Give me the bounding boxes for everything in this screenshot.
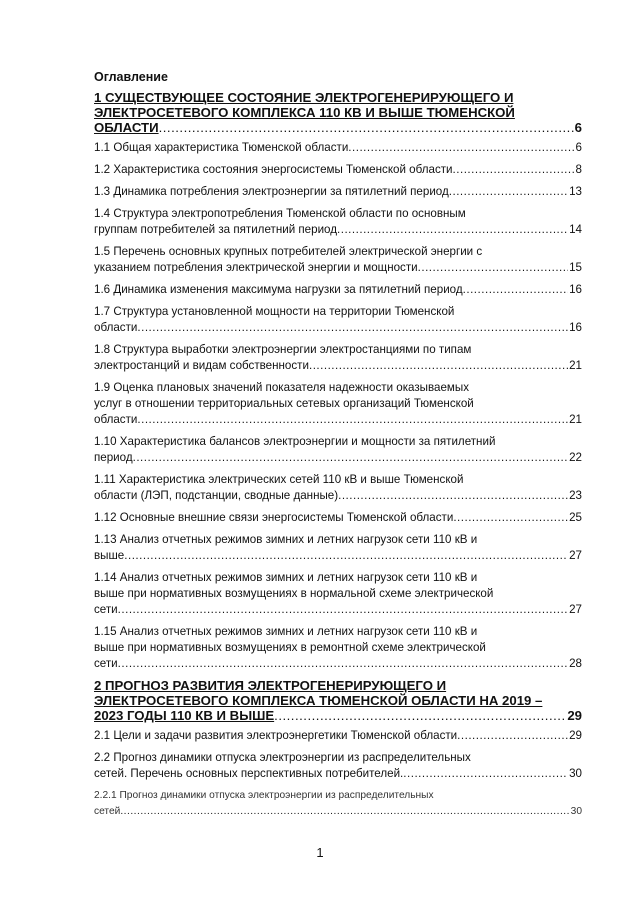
- toc-entry-text: 1.6 Динамика изменения максимума нагрузки за пятилетний период: [94, 283, 463, 296]
- toc-dot-leader: [337, 222, 568, 238]
- toc-entry-text: 1.10 Характеристика балансов электроэнергии и мощности за пятилетний: [94, 435, 496, 448]
- toc-entry-line: [94, 532, 582, 548]
- toc-entry-text: сетей: [94, 806, 121, 817]
- toc-entry-line: [94, 90, 582, 105]
- toc-dot-leader: [159, 120, 574, 135]
- toc-entry-line: [94, 693, 582, 708]
- toc-entry-line: [94, 380, 582, 396]
- toc-entry-text: 1.15 Анализ отчетных режимов зимних и летних нагрузок сети 110 кВ и: [94, 625, 478, 638]
- toc-entry-last-line: [94, 222, 582, 238]
- toc-page-number: 8: [575, 163, 582, 176]
- toc-entry-last-line: [94, 728, 582, 744]
- toc-entry-text: 2.2 Прогноз динамики отпуска электроэнергии из распределительных: [94, 751, 471, 764]
- toc-entry[interactable]: [94, 304, 582, 336]
- toc-entry[interactable]: [94, 728, 582, 744]
- toc-entry-line: [94, 434, 582, 450]
- toc-entry-text: 1.11 Характеристика электрических сетей 110 кВ и выше Тюменской: [94, 473, 464, 486]
- toc-entry-last-line: [94, 766, 582, 782]
- toc-page-number: 15: [569, 261, 582, 274]
- toc-dot-leader: [463, 282, 568, 298]
- toc-entry[interactable]: [94, 162, 582, 178]
- toc-entry[interactable]: [94, 244, 582, 276]
- toc-entry-text: выше при нормативных возмущениях в ремонтной схеме электрической: [94, 641, 486, 654]
- toc-entry[interactable]: [94, 342, 582, 374]
- toc-page-number: 21: [569, 359, 582, 372]
- toc-dot-leader: [403, 766, 568, 782]
- toc-entry-text: сети: [94, 657, 118, 670]
- toc-entry-line: [94, 640, 582, 656]
- toc-entry-text: указанием потребления электрической энергии и мощности: [94, 261, 418, 274]
- toc-page-number: 27: [569, 603, 582, 616]
- toc-dot-leader: [348, 140, 574, 156]
- toc-entry-last-line: [94, 510, 582, 526]
- toc-page-number: 29: [567, 708, 582, 723]
- toc-entry-text: 1.4 Структура электропотребления Тюменской области по основным: [94, 207, 466, 220]
- toc-entry-text: выше: [94, 549, 125, 562]
- toc-entry-text: период: [94, 451, 133, 464]
- toc-entry-line: [94, 570, 582, 586]
- toc-entry-last-line: [94, 184, 582, 200]
- toc-entry[interactable]: [94, 678, 582, 723]
- toc-entry-line: [94, 342, 582, 358]
- toc-entry[interactable]: [94, 570, 582, 618]
- toc-entry-line: [94, 788, 582, 804]
- toc-entry-last-line: [94, 708, 582, 723]
- toc-entry-line: [94, 678, 582, 693]
- toc-entry-last-line: [94, 140, 582, 156]
- toc-entry-last-line: [94, 656, 582, 672]
- toc-page-number: 14: [569, 223, 582, 236]
- toc-dot-leader: [449, 184, 568, 200]
- toc-entry-last-line: [94, 260, 582, 276]
- toc-entry[interactable]: [94, 750, 582, 782]
- toc-heading: Оглавление: [94, 70, 168, 84]
- toc-entry[interactable]: [94, 90, 582, 135]
- toc-dot-leader: [457, 728, 568, 744]
- toc-entry-text: 1.12 Основные внешние связи энергосистемы Тюменской области: [94, 511, 454, 524]
- toc-page-number: 23: [569, 489, 582, 502]
- toc-entry[interactable]: [94, 184, 582, 200]
- toc-dot-leader: [120, 804, 569, 820]
- toc-entry-text: области: [94, 321, 138, 334]
- toc-entry-text: 1.1 Общая характеристика Тюменской области: [94, 141, 349, 154]
- toc-entry-last-line: [94, 548, 582, 564]
- toc-page-number: 27: [569, 549, 582, 562]
- toc-entry[interactable]: [94, 140, 582, 156]
- toc-entry-text: области: [94, 413, 138, 426]
- toc-entry-last-line: [94, 602, 582, 618]
- toc-entry-text: 1 СУЩЕСТВУЮЩЕЕ СОСТОЯНИЕ ЭЛЕКТРОГЕНЕРИРУЮЩЕГО И: [94, 90, 514, 105]
- toc-dot-leader: [133, 450, 568, 466]
- toc-entry-text: 1.14 Анализ отчетных режимов зимних и летних нагрузок сети 110 кВ и: [94, 571, 478, 584]
- toc-dot-leader: [137, 320, 568, 336]
- toc-entry-text: 1.2 Характеристика состояния энергосистемы Тюменской области: [94, 163, 453, 176]
- toc-entry[interactable]: [94, 532, 582, 564]
- toc-entry[interactable]: [94, 788, 582, 820]
- toc-page-number: 21: [569, 413, 582, 426]
- toc-entry-text: 2 ПРОГНОЗ РАЗВИТИЯ ЭЛЕКТРОГЕНЕРИРУЮЩЕГО И: [94, 678, 447, 693]
- toc-page-number: 28: [569, 657, 582, 670]
- toc-entry-text: 1.8 Структура выработки электроэнергии электростанциями по типам: [94, 343, 472, 356]
- toc-entry-text: сети: [94, 603, 118, 616]
- toc-entry[interactable]: [94, 206, 582, 238]
- toc-entry-last-line: [94, 412, 582, 428]
- toc-page-number: 25: [569, 511, 582, 524]
- toc-entry-text: электростанций и видам собственности: [94, 359, 309, 372]
- toc-entry-text: 1.7 Структура установленной мощности на территории Тюменской: [94, 305, 455, 318]
- toc-entry[interactable]: [94, 282, 582, 298]
- toc-dot-leader: [124, 548, 568, 564]
- toc-page-number: 22: [569, 451, 582, 464]
- page-number: 1: [316, 845, 324, 860]
- toc-dot-leader: [453, 510, 568, 526]
- toc-entries: [94, 90, 582, 820]
- toc-page-number: 29: [569, 729, 582, 742]
- toc-entry-text: выше при нормативных возмущениях в нормальной схеме электрической: [94, 587, 494, 600]
- toc-entry-line: [94, 206, 582, 222]
- toc-entry-text: 1.5 Перечень основных крупных потребителей электрической энергии с: [94, 245, 483, 258]
- toc-entry-text: ЭЛЕКТРОСЕТЕВОГО КОМПЛЕКСА 110 КВ И ВЫШЕ ТЮМЕНСКОЙ: [94, 105, 515, 120]
- toc-entry-line: [94, 105, 582, 120]
- toc-entry-text: области (ЛЭП, подстанции, сводные данные): [94, 489, 339, 502]
- toc-entry-text: сетей. Перечень основных перспективных потребителей.: [94, 767, 404, 780]
- toc-entry-text: 1.9 Оценка плановых значений показателя надежности оказываемых: [94, 381, 470, 394]
- toc-entry-last-line: [94, 450, 582, 466]
- toc-entry-text: 1.13 Анализ отчетных режимов зимних и летних нагрузок сети 110 кВ и: [94, 533, 478, 546]
- toc-page-number: 6: [574, 120, 582, 135]
- toc-page-number: 6: [575, 141, 582, 154]
- toc-entry-line: [94, 396, 582, 412]
- toc-entry-last-line: [94, 804, 582, 820]
- toc-entry-text: 2.1 Цели и задачи развития электроэнергетики Тюменской области: [94, 729, 458, 742]
- toc-entry-text: ОБЛАСТИ: [94, 120, 159, 135]
- toc-entry-last-line: [94, 162, 582, 178]
- toc-entry-last-line: [94, 358, 582, 374]
- toc-entry-last-line: [94, 282, 582, 298]
- toc-entry-line: [94, 586, 582, 602]
- toc-entry[interactable]: [94, 434, 582, 466]
- toc-entry-line: [94, 244, 582, 260]
- toc-dot-leader: [137, 412, 568, 428]
- toc-entry-text: группам потребителей за пятилетний период: [94, 223, 338, 236]
- toc-dot-leader: [453, 162, 575, 178]
- toc-dot-leader: [274, 708, 566, 723]
- toc-entry[interactable]: [94, 510, 582, 526]
- toc-entry[interactable]: [94, 624, 582, 672]
- toc-entry-line: [94, 624, 582, 640]
- toc-dot-leader: [309, 358, 568, 374]
- toc-entry-text: 2.2.1 Прогноз динамики отпуска электроэнергии из распределительных: [94, 790, 434, 801]
- toc-entry-last-line: [94, 120, 582, 135]
- toc-page-number: 13: [569, 185, 582, 198]
- toc-page-number: 16: [569, 321, 582, 334]
- toc-page-number: 30: [569, 767, 582, 780]
- toc-dot-leader: [418, 260, 568, 276]
- toc-dot-leader: [118, 602, 568, 618]
- toc-dot-leader: [338, 488, 568, 504]
- toc-page-number: 16: [569, 283, 582, 296]
- toc-entry[interactable]: [94, 380, 582, 428]
- toc-entry-last-line: [94, 320, 582, 336]
- table-of-contents: [94, 70, 582, 824]
- toc-entry-text: ЭЛЕКТРОСЕТЕВОГО КОМПЛЕКСА ТЮМЕНСКОЙ ОБЛАСТИ НА 2019 –: [94, 693, 543, 708]
- toc-page-number: 30: [570, 806, 582, 817]
- toc-entry-line: [94, 750, 582, 766]
- toc-entry-text: услуг в отношении территориальных сетевых организаций Тюменской: [94, 397, 474, 410]
- toc-entry-line: [94, 472, 582, 488]
- toc-entry-last-line: [94, 488, 582, 504]
- toc-entry-text: 2023 ГОДЫ 110 КВ И ВЫШЕ: [94, 708, 275, 723]
- toc-entry-text: 1.3 Динамика потребления электроэнергии за пятилетний период: [94, 185, 449, 198]
- toc-dot-leader: [118, 656, 568, 672]
- toc-entry-line: [94, 304, 582, 320]
- toc-entry[interactable]: [94, 472, 582, 504]
